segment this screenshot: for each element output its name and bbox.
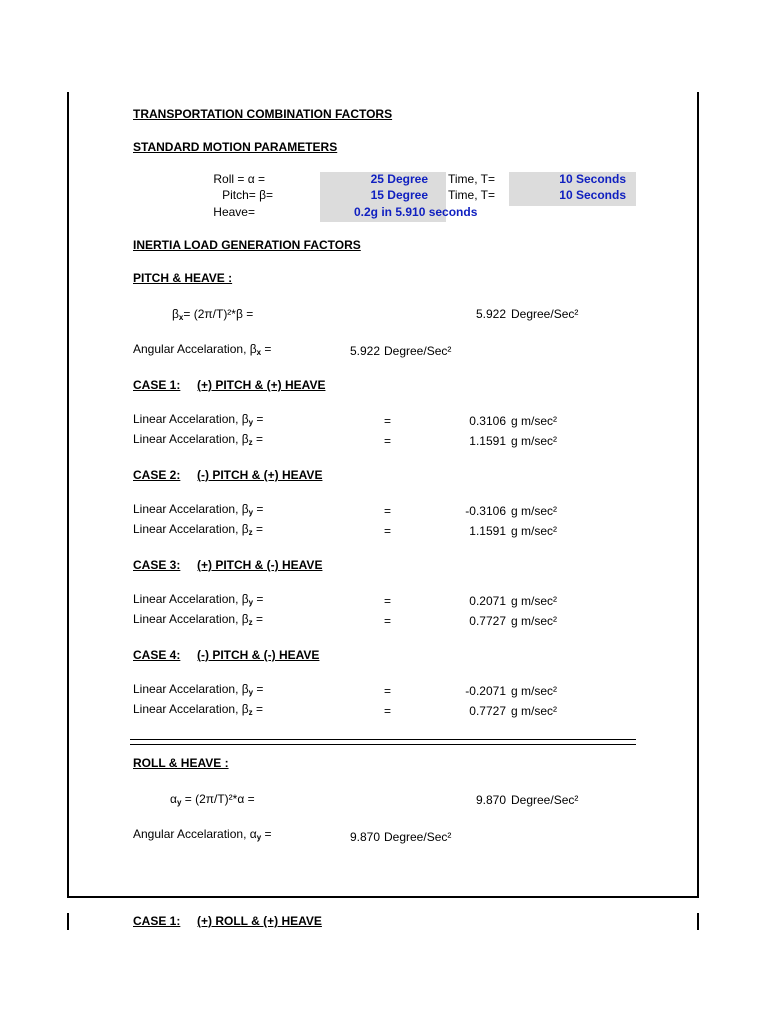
page-border-right xyxy=(697,92,699,898)
row-label-subscript: z xyxy=(248,618,253,627)
row-unit: g m/sec² xyxy=(511,704,558,718)
roll-formula xyxy=(170,792,255,807)
ang-label-text: Angular Accelaration, β xyxy=(133,342,257,356)
pitch-label: Pitch= β= xyxy=(222,188,273,202)
pitch-value: 15 Degree xyxy=(370,188,428,202)
roll-ang-label xyxy=(133,827,271,842)
row-label-eq: = xyxy=(252,702,263,716)
case-row-label xyxy=(133,592,263,607)
page2-border-right xyxy=(697,913,699,930)
row-value: 1.1591 xyxy=(469,524,506,538)
row-label-eq: = xyxy=(253,412,264,426)
row-label-subscript: z xyxy=(248,528,253,537)
formula-subscript: y xyxy=(176,798,182,807)
row-equals: = xyxy=(384,684,392,698)
row-label-text: Linear Accelaration, β xyxy=(133,592,249,606)
pitch-formula-value: 5.922 xyxy=(475,307,506,321)
next-case-number: CASE 1: xyxy=(133,914,181,928)
case-description: (-) PITCH & (+) HEAVE xyxy=(197,468,323,482)
row-label-text: Linear Accelaration, β xyxy=(133,522,249,536)
row-label-text: Linear Accelaration, β xyxy=(133,702,249,716)
pitch-time-label: Time, T= xyxy=(448,188,496,202)
case-description: (+) PITCH & (+) HEAVE xyxy=(197,378,326,392)
row-label-subscript: z xyxy=(248,708,253,717)
row-unit: g m/sec² xyxy=(511,684,558,698)
roll-ang-value: 9.870 xyxy=(349,830,380,844)
ang-label-eq: = xyxy=(261,827,272,841)
formula-symbol: β xyxy=(172,307,179,321)
row-value: 0.3106 xyxy=(469,414,506,428)
case-number: CASE 2: xyxy=(133,468,181,482)
row-label-text: Linear Accelaration, β xyxy=(133,612,249,626)
formula-text: = (2π/T)²*α = xyxy=(181,792,255,806)
next-case-description: (+) ROLL & (+) HEAVE xyxy=(197,914,322,928)
page-border-left xyxy=(67,92,69,898)
row-equals: = xyxy=(384,614,392,628)
roll-label: Roll = α = xyxy=(213,172,265,186)
pitch-heave-heading: PITCH & HEAVE : xyxy=(133,271,233,285)
row-value: 1.1591 xyxy=(469,434,506,448)
row-unit: g m/sec² xyxy=(511,524,558,538)
row-value: -0.2071 xyxy=(465,684,506,698)
row-label-text: Linear Accelaration, β xyxy=(133,412,249,426)
pitch-ang-unit: Degree/Sec² xyxy=(384,344,452,358)
row-label-text: Linear Accelaration, β xyxy=(133,432,249,446)
row-label-subscript: y xyxy=(248,418,254,427)
row-unit: g m/sec² xyxy=(511,414,558,428)
row-equals: = xyxy=(384,504,392,518)
row-label-eq: = xyxy=(252,612,263,626)
roll-ang-unit: Degree/Sec² xyxy=(384,830,452,844)
pitch-ang-label xyxy=(133,342,271,357)
ang-label-eq: = xyxy=(261,342,272,356)
row-equals: = xyxy=(384,594,392,608)
row-label-subscript: y xyxy=(248,688,254,697)
motion-heading: STANDARD MOTION PARAMETERS xyxy=(133,140,338,154)
page2-border-left xyxy=(67,913,69,930)
row-label-text: Linear Accelaration, β xyxy=(133,682,249,696)
ang-label-subscript: y xyxy=(256,833,262,842)
inertia-heading: INERTIA LOAD GENERATION FACTORS xyxy=(133,238,361,252)
roll-formula-unit: Degree/Sec² xyxy=(511,793,579,807)
case-row-label xyxy=(133,432,263,447)
case-number: CASE 1: xyxy=(133,378,181,392)
row-label-eq: = xyxy=(252,522,263,536)
heave-label: Heave= xyxy=(213,205,255,219)
pitch-time-value: 10 Seconds xyxy=(559,188,626,202)
row-unit: g m/sec² xyxy=(511,504,558,518)
formula-symbol: α xyxy=(170,792,177,806)
roll-formula-value: 9.870 xyxy=(475,793,506,807)
ang-label-subscript: x xyxy=(256,348,262,357)
row-value: 0.7727 xyxy=(469,704,506,718)
row-label-text: Linear Accelaration, β xyxy=(133,502,249,516)
case-row-label xyxy=(133,412,263,427)
pitch-formula-unit: Degree/Sec² xyxy=(511,307,579,321)
row-unit: g m/sec² xyxy=(511,614,558,628)
formula-text: = (2π/T)²*β = xyxy=(183,307,254,321)
row-label-eq: = xyxy=(253,592,264,606)
formula-subscript: x xyxy=(178,313,184,322)
row-label-eq: = xyxy=(252,432,263,446)
row-label-subscript: y xyxy=(248,598,254,607)
row-unit: g m/sec² xyxy=(511,594,558,608)
roll-time-value: 10 Seconds xyxy=(559,172,626,186)
case-number: CASE 4: xyxy=(133,648,181,662)
row-label-subscript: y xyxy=(248,508,254,517)
case-number: CASE 3: xyxy=(133,558,181,572)
row-equals: = xyxy=(384,434,392,448)
case-row-label xyxy=(133,502,263,517)
case-row-label xyxy=(133,702,263,717)
row-equals: = xyxy=(384,414,392,428)
roll-value: 25 Degree xyxy=(370,172,428,186)
case-row-label xyxy=(133,522,263,537)
row-value: 0.2071 xyxy=(469,594,506,608)
case-description: (-) PITCH & (-) HEAVE xyxy=(197,648,320,662)
row-value: -0.3106 xyxy=(465,504,506,518)
row-equals: = xyxy=(384,524,392,538)
heave-value: 0.2g in 5.910 seconds xyxy=(354,205,478,219)
row-label-eq: = xyxy=(253,502,264,516)
page-border-bottom xyxy=(67,896,699,898)
row-value: 0.7727 xyxy=(469,614,506,628)
pitch-ang-value: 5.922 xyxy=(349,344,380,358)
roll-heave-heading: ROLL & HEAVE : xyxy=(133,756,229,770)
row-equals: = xyxy=(384,704,392,718)
ang-label-text: Angular Accelaration, α xyxy=(133,827,257,841)
case-row-label xyxy=(133,612,263,627)
row-label-subscript: z xyxy=(248,438,253,447)
section-divider xyxy=(130,739,636,745)
roll-time-label: Time, T= xyxy=(448,172,496,186)
case-row-label xyxy=(133,682,263,697)
row-label-eq: = xyxy=(253,682,264,696)
pitch-formula xyxy=(172,307,253,322)
row-unit: g m/sec² xyxy=(511,434,558,448)
page-title: TRANSPORTATION COMBINATION FACTORS xyxy=(133,107,393,121)
case-description: (+) PITCH & (-) HEAVE xyxy=(197,558,323,572)
